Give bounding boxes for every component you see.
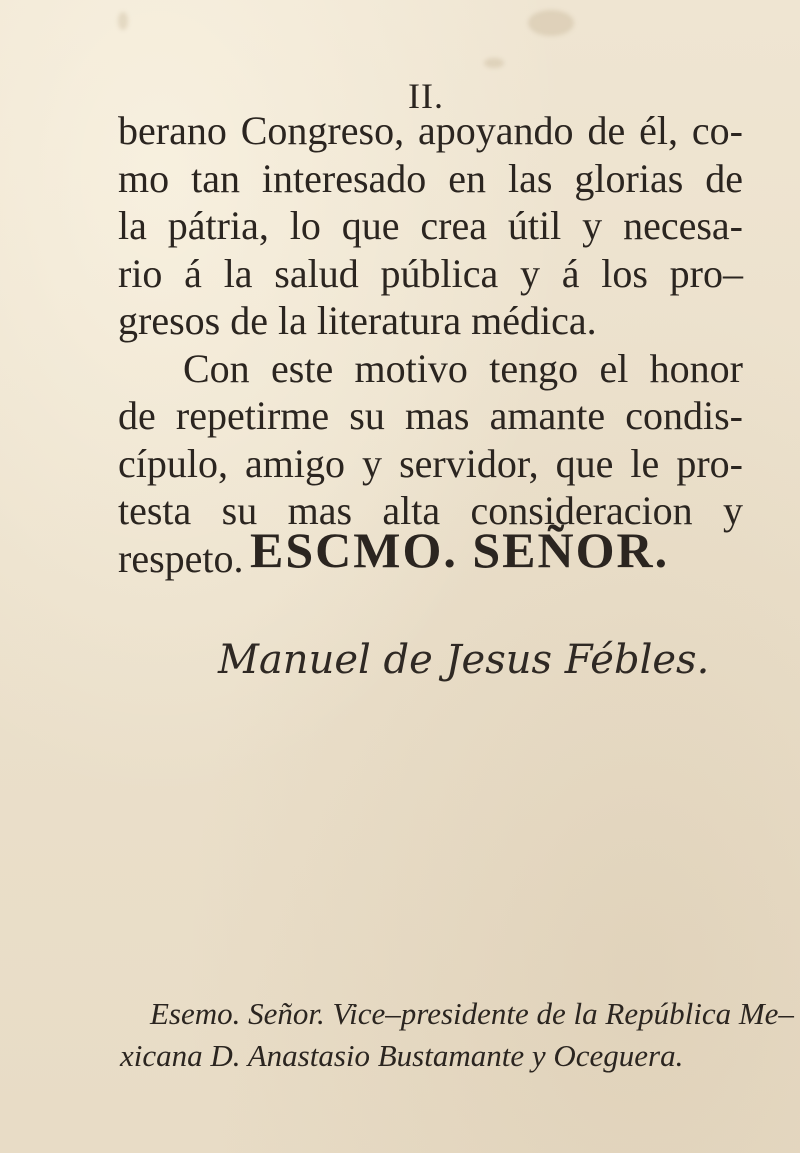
text-line: Con este motivo tengo el honor xyxy=(183,345,743,391)
addressee-line: xicana D. Anastasio Bustamante y Oceguera. xyxy=(120,1038,684,1073)
letter-body xyxy=(118,107,743,582)
text-line: berano Congreso, apoyando de él, co- xyxy=(118,108,743,153)
signature: Manuel de Jesus Fébles. xyxy=(218,637,710,683)
addressee-block xyxy=(120,993,794,1077)
text-line: rio á la salud pública y á los pro– xyxy=(118,250,743,296)
paper-stain xyxy=(118,12,128,30)
paper-stain xyxy=(528,10,574,36)
page-number: II. xyxy=(408,76,444,116)
text-line: gresos de la literatura médica. xyxy=(118,298,597,343)
addressee-line: Esemo. Señor. Vice–presidente de la República Me– xyxy=(150,996,794,1031)
paper-stain xyxy=(484,58,504,68)
text-line: de repetirme su mas amante condis- xyxy=(118,393,743,438)
text-line: la pátria, lo que crea útil y necesa- xyxy=(118,203,743,248)
closing-salutation: ESCMO. SEÑOR. xyxy=(250,522,670,578)
text-line: respeto. xyxy=(118,535,244,581)
text-line: cípulo, amigo y servidor, que le pro- xyxy=(118,440,743,486)
text-line: mo tan interesado en las glorias de xyxy=(118,155,743,201)
text-line: testa su mas alta consideracion y xyxy=(118,488,743,533)
